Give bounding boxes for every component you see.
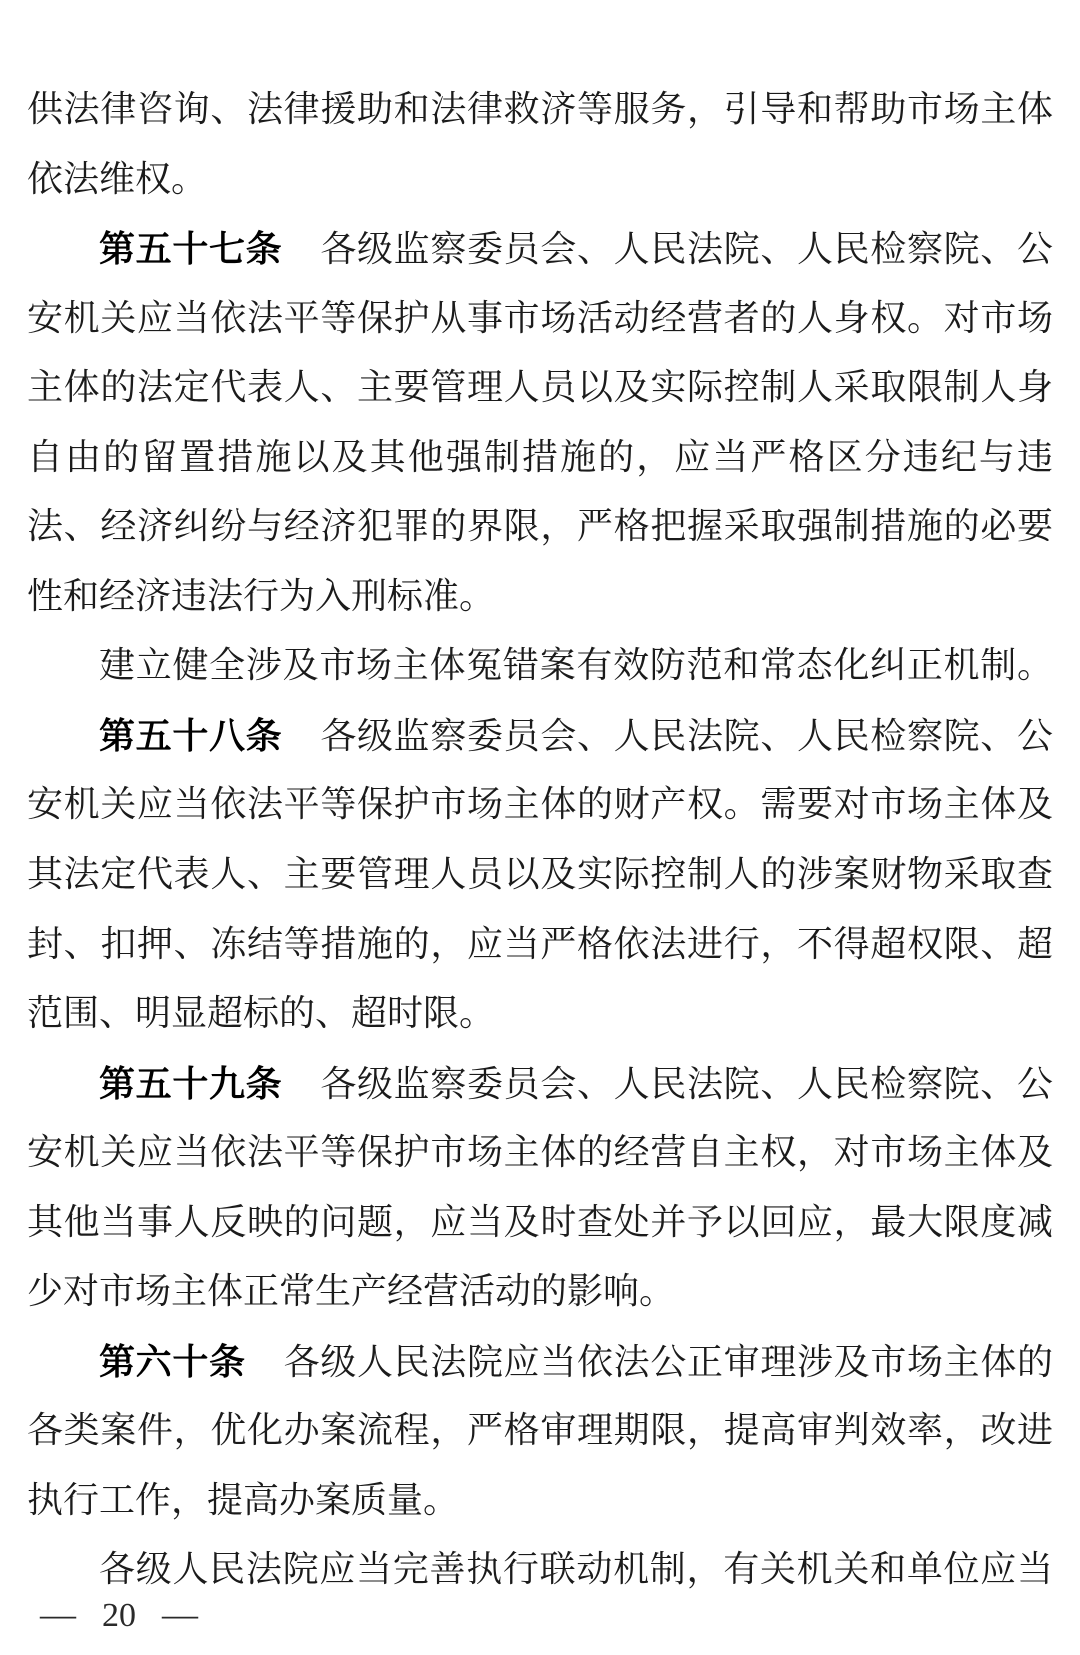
line-text: 各级监察委员会、人民法院、人民检察院、公 (320, 229, 1053, 270)
text-line (27, 1257, 1053, 1327)
line-text: 依法维权。 (27, 158, 208, 199)
line-text: 性和经济违法行为入刑标准。 (27, 575, 496, 616)
text-line (27, 423, 1053, 493)
text-line (27, 701, 1053, 771)
line-text: 各级人民法院应当完善执行联动机制，有关机关和单位应当 (99, 1549, 1053, 1590)
text-line (27, 770, 1053, 840)
page-number: 20 (102, 1597, 136, 1634)
text-line (27, 353, 1053, 423)
line-text: 其他当事人反映的问题，应当及时查处并予以回应，最大限度减 (27, 1201, 1053, 1242)
line-text: 各级监察委员会、人民法院、人民检察院、公 (320, 715, 1053, 756)
line-text: 范围、明显超标的、超时限。 (27, 993, 496, 1034)
line-text: 其法定代表人、主要管理人员以及实际控制人的涉案财物采取查 (27, 854, 1053, 895)
article-number: 第五十九条 (99, 1062, 283, 1104)
line-text: 主体的法定代表人、主要管理人员以及实际控制人采取限制人身 (27, 367, 1053, 408)
text-line (27, 1118, 1053, 1188)
text-line (27, 284, 1053, 354)
text-line (27, 1466, 1053, 1536)
text-line (27, 1049, 1053, 1119)
text-line (27, 979, 1053, 1049)
line-text: 各类案件，优化办案流程，严格审理期限，提高审判效率，改进 (27, 1410, 1053, 1451)
text-line (27, 492, 1053, 562)
text-line (27, 1396, 1053, 1466)
text-lines (27, 75, 1053, 1605)
text-line (27, 910, 1053, 980)
footer-right-dash: — (162, 1594, 198, 1634)
text-line (27, 75, 1053, 145)
line-text: 各级人民法院应当依法公正审理涉及市场主体的 (283, 1341, 1053, 1382)
article-number: 第五十七条 (99, 228, 283, 270)
line-text: 安机关应当依法平等保护市场主体的财产权。需要对市场主体及 (27, 784, 1053, 825)
text-line (27, 214, 1053, 284)
text-line (27, 1188, 1053, 1258)
article-number: 第六十条 (99, 1340, 246, 1382)
text-line (27, 631, 1053, 701)
line-text: 少对市场主体正常生产经营活动的影响。 (27, 1271, 676, 1312)
line-text: 自由的留置措施以及其他强制措施的，应当严格区分违纪与违 (27, 436, 1053, 477)
page-footer (40, 1592, 198, 1638)
footer-left-dash: — (40, 1594, 76, 1634)
text-line (27, 840, 1053, 910)
line-text: 安机关应当依法平等保护从事市场活动经营者的人身权。对市场 (27, 297, 1053, 338)
line-text: 执行工作，提高办案质量。 (27, 1479, 460, 1520)
line-text: 供法律咨询、法律援助和法律救济等服务，引导和帮助市场主体 (27, 89, 1053, 129)
text-line (27, 1327, 1053, 1397)
text-line (27, 562, 1053, 632)
line-text: 封、扣押、冻结等措施的，应当严格依法进行，不得超权限、超 (27, 923, 1053, 964)
line-text: 各级监察委员会、人民法院、人民检察院、公 (320, 1063, 1053, 1104)
article-number: 第五十八条 (99, 714, 283, 756)
text-line (27, 145, 1053, 215)
line-text: 安机关应当依法平等保护市场主体的经营自主权，对市场主体及 (27, 1132, 1053, 1173)
line-text: 法、经济纠纷与经济犯罪的界限，严格把握采取强制措施的必要 (27, 506, 1053, 547)
line-text: 建立健全涉及市场主体冤错案有效防范和常态化纠正机制。 (99, 645, 1053, 686)
